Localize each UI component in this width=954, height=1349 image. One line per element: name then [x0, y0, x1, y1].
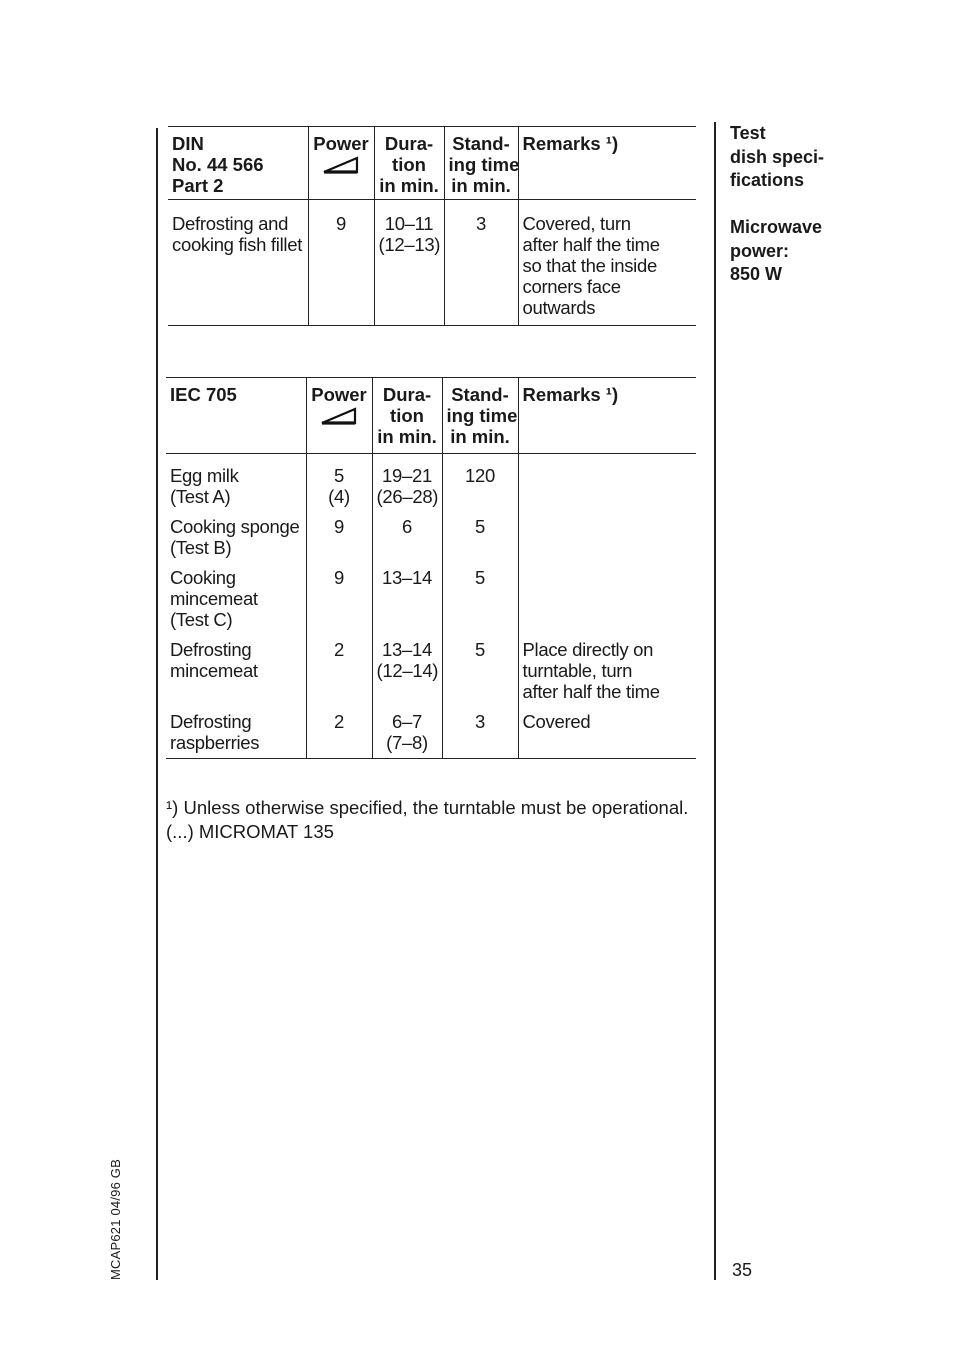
remarks-text: [518, 454, 696, 508]
header-din: [168, 127, 308, 200]
power-level: [306, 507, 372, 558]
text-line: Defrosting and: [172, 213, 289, 234]
text-line: in min.: [377, 426, 437, 447]
text-line: so that the inside: [522, 255, 657, 276]
text-line: 3: [475, 711, 485, 732]
item-name: [168, 200, 308, 326]
header-remarks: [518, 127, 696, 200]
power-level: [306, 454, 372, 508]
item-name: [166, 630, 306, 702]
table-header-row: [168, 127, 696, 200]
text-line: 120: [465, 465, 495, 486]
test-dish-heading: [730, 122, 824, 193]
text-line: 850 W: [730, 264, 783, 284]
footnote-line-2: (...) MICROMAT 135: [166, 821, 334, 842]
text-line: Part 2: [172, 175, 224, 196]
text-line: Dura-: [382, 384, 432, 405]
text-line: 9: [336, 213, 346, 234]
duration-value: [372, 507, 442, 558]
remarks-text: [518, 507, 696, 558]
text-line: DIN: [172, 133, 204, 154]
remarks-text: [518, 558, 696, 630]
item-name: [166, 558, 306, 630]
text-line: Defrosting: [170, 639, 252, 660]
text-line: Remarks ¹): [522, 384, 619, 405]
text-line: raspberries: [170, 732, 260, 753]
text-line: No. 44 566: [172, 154, 264, 175]
standing-time: [442, 454, 518, 508]
text-line: (Test B): [170, 537, 232, 558]
text-line: cooking fish fillet: [172, 234, 303, 255]
text-line: 13–14: [382, 639, 432, 660]
text-line: (12–13): [378, 234, 441, 255]
duration-value: [372, 558, 442, 630]
standing-time: [442, 507, 518, 558]
table-row: [168, 200, 696, 326]
text-line: power:: [730, 240, 790, 261]
left-margin-rule: [156, 128, 158, 1280]
text-line: Test: [730, 123, 766, 143]
text-line: dish speci-: [730, 146, 825, 167]
text-line: Cooking sponge: [170, 516, 300, 537]
text-line: 3: [476, 213, 486, 234]
duration-value: [372, 702, 442, 759]
duration-value: [372, 454, 442, 508]
header-standing: [442, 378, 518, 454]
item-name: [166, 702, 306, 759]
text-line: 5: [334, 465, 344, 486]
text-line: corners face: [522, 276, 621, 297]
duration-value: [372, 630, 442, 702]
footnote-marker: ¹): [166, 797, 179, 818]
header-power: [308, 127, 374, 200]
text-line: Microwave: [730, 217, 823, 237]
text-line: ing time: [448, 154, 520, 175]
text-line: mincemeat: [170, 588, 258, 609]
text-line: 5: [475, 516, 485, 537]
power-level: [306, 630, 372, 702]
text-line: 2: [334, 711, 344, 732]
text-line: outwards: [522, 297, 596, 318]
microwave-power-note: [730, 216, 822, 287]
text-line: 5: [475, 639, 485, 660]
text-line: (Test C): [170, 609, 233, 630]
table-row: [166, 507, 696, 558]
text-line: 2: [334, 639, 344, 660]
din-test-table: [168, 126, 696, 326]
text-line: Remarks ¹): [522, 133, 619, 154]
text-line: 6: [402, 516, 412, 537]
item-name: [166, 454, 306, 508]
item-name: [166, 507, 306, 558]
table-row: [166, 702, 696, 759]
text-line: (4): [328, 486, 350, 507]
text-line: 9: [334, 567, 344, 588]
table-header-row: [166, 378, 696, 454]
text-line: (Test A): [170, 486, 231, 507]
remarks-text: [518, 630, 696, 702]
text-line: mincemeat: [170, 660, 258, 681]
text-line: 6–7: [392, 711, 422, 732]
header-remarks: [518, 378, 696, 454]
text-line: turntable, turn: [522, 660, 633, 681]
header-standing: [444, 127, 518, 200]
text-line: in min.: [450, 426, 510, 447]
duration-value: [374, 200, 444, 326]
text-line: Stand-: [452, 133, 510, 154]
remarks-text: [518, 702, 696, 759]
text-line: 19–21: [382, 465, 432, 486]
text-line: 9: [334, 516, 344, 537]
document-code: MCAP621 04/96 GB: [108, 1159, 123, 1280]
standing-time: [442, 630, 518, 702]
text-line: in min.: [451, 175, 511, 196]
table-row: [166, 454, 696, 508]
table-row: [166, 630, 696, 702]
text-line: Place directly on: [522, 639, 654, 660]
text-line: Egg milk: [170, 465, 239, 486]
text-line: tion: [392, 154, 426, 175]
header-duration: [372, 378, 442, 454]
text-line: ing time: [446, 405, 518, 426]
text-line: tion: [390, 405, 424, 426]
header-duration: [374, 127, 444, 200]
standing-time: [442, 558, 518, 630]
power-level: [306, 702, 372, 759]
text-line: Covered, turn: [522, 213, 631, 234]
standing-time: [442, 702, 518, 759]
page-number: 35: [732, 1260, 753, 1280]
power-level: [308, 200, 374, 326]
header-power: [306, 378, 372, 454]
text-line: Stand-: [451, 384, 509, 405]
text-line: Dura-: [384, 133, 434, 154]
power-level: [306, 558, 372, 630]
text-line: IEC 705: [170, 384, 237, 405]
text-line: 10–11: [384, 213, 434, 234]
table-row: [166, 558, 696, 630]
text-line: after half the time: [522, 234, 660, 255]
header-iec: [166, 378, 306, 454]
text-line: 13–14: [382, 567, 432, 588]
text-line: Defrosting: [170, 711, 252, 732]
text-line: after half the time: [522, 681, 660, 702]
text-line: (26–28): [376, 486, 439, 507]
text-line: (7–8): [386, 732, 428, 753]
text-line: in min.: [379, 175, 439, 196]
text-line: Cooking: [170, 567, 236, 588]
header-power-label: Power: [313, 133, 369, 154]
header-power-label: Power: [311, 384, 367, 405]
microwave-power-icon: [319, 407, 359, 425]
standing-time: [444, 200, 518, 326]
text-line: Covered: [522, 711, 591, 732]
remarks-text: [518, 200, 696, 326]
footnote-line-1: [166, 796, 688, 820]
text-line: 5: [475, 567, 485, 588]
text-line: (12–14): [376, 660, 439, 681]
text-line: fications: [730, 170, 805, 190]
iec-test-table: [166, 377, 696, 759]
footnote: [166, 796, 688, 844]
microwave-power-icon: [321, 156, 361, 174]
right-margin-rule: [714, 122, 716, 1280]
footnote-text: Unless otherwise specified, the turntable must be operational.: [183, 797, 689, 818]
